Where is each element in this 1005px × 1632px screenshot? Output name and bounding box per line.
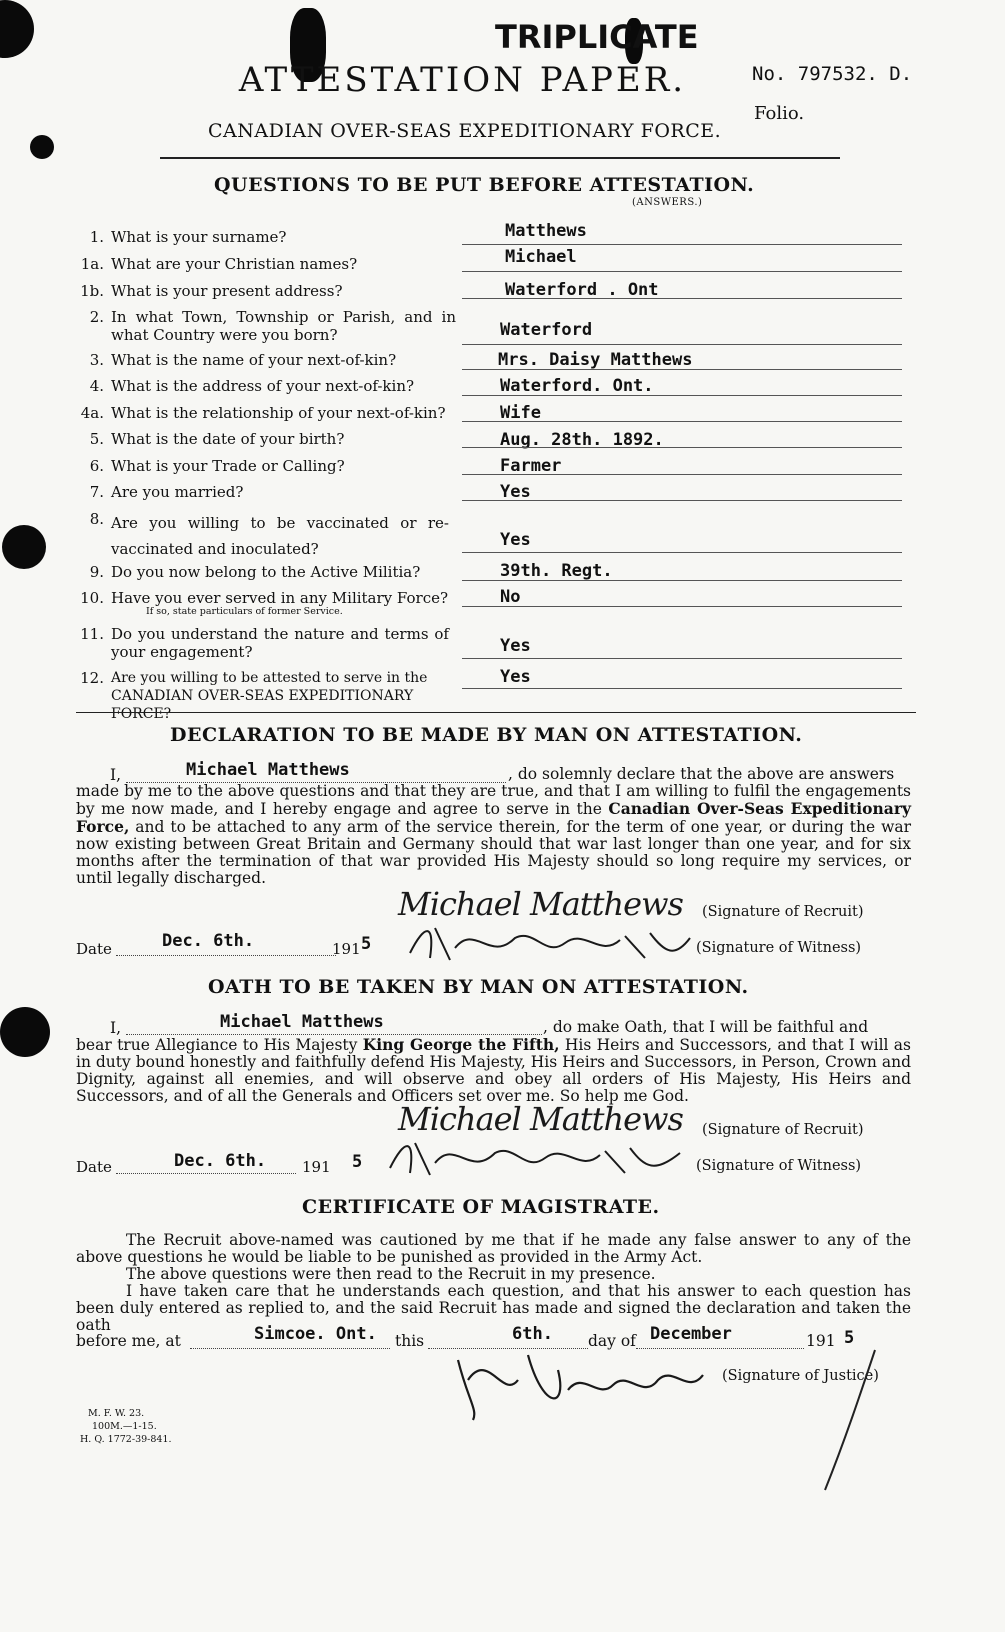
this-label: this [395,1332,425,1350]
fill-line [190,1348,390,1349]
recruit-signature: Michael Matthews [398,885,683,923]
folio-label: Folio. [754,103,805,124]
before-me-label: before me, at [76,1332,181,1350]
questions-heading: QUESTIONS TO BE PUT BEFORE ATTESTATION. [214,174,755,196]
declaration-body: made by me to the above questions and that they are true, and that I am willing to fulfil the engagements by me now made, and I hereby engage and agree to serve in the Canadian Over-Seas Expeditionary Force, and to be attached to any arm of the service therein, for the term of one year, or during the war now existing between Great Britain and Germany should that war last longer than one year, and for six months after the termination of that war provided His Majesty should so long require my services, or until legally discharged. [76,782,911,887]
punch-hole [30,135,54,159]
answer-present-address[interactable]: Waterford . Ont [505,280,659,300]
year-prefix: 191 [332,940,361,958]
question-number: 3. [89,351,104,369]
question-number: 8. [89,510,104,528]
answer-line [462,474,902,475]
form-code: 100M.—1-15. [92,1421,157,1432]
answer-birth-date[interactable]: Aug. 28th. 1892. [500,430,664,450]
answer-relationship[interactable]: Wife [500,403,541,423]
answer-married[interactable]: Yes [500,482,531,502]
answer-line [462,688,902,689]
answer-surname[interactable]: Matthews [505,221,587,241]
question-number: 7. [89,483,104,501]
question-number: 5. [89,430,104,448]
justice-signature-label: (Signature of Justice) [722,1368,879,1384]
answer-line [462,369,902,370]
answer-line [462,271,902,272]
witness-signature-scrawl [385,1133,685,1183]
date-label: Date [76,940,112,958]
oath-date[interactable]: Dec. 6th. [174,1151,267,1171]
answer-line [462,500,902,501]
question-text: Are you willing to be vaccinated or re-vaccinated and inoculated? [111,514,449,558]
question-text: What is the name of your next-of-kin? [111,351,397,369]
answers-label: (ANSWERS.) [632,197,703,208]
question-text: What is the date of your birth? [111,430,345,448]
oath-text-start [543,1019,912,1036]
question-text: Do you understand the nature and terms of your engagement? [111,625,449,661]
answer-trade[interactable]: Farmer [500,456,562,476]
recruit-signature-label: (Signature of Recruit) [702,904,864,920]
oath-year[interactable]: 5 [352,1152,363,1172]
day-of-label: day of [588,1332,636,1350]
question-text: Have you ever served in any Military Force? [111,589,449,607]
answer-line [462,606,902,607]
witness-signature-scrawl [405,918,695,968]
answer-line [462,447,902,448]
year-prefix: 191 [806,1332,836,1350]
form-code: H. Q. 1772-39-841. [80,1434,172,1445]
answer-christian-names[interactable]: Michael [505,247,577,267]
copy-type-label: TRIPLICATE [495,18,699,56]
answer-vaccinated[interactable]: Yes [500,530,531,550]
oath-heading: OATH TO BE TAKEN BY MAN ON ATTESTATION. [208,976,749,998]
certificate-paragraph-1: The Recruit above-named was cautioned by me that if he made any false answer to any of the above questions he would be liable to be punished as provided in the Army Act. [76,1231,911,1266]
certificate-paragraph-3: I have taken care that he understands each question, and that his answer to each question has been duly entered as replied to, and the said Recruit has made and signed the declaration and taken the oath [76,1282,911,1334]
page-title: ATTESTATION PAPER. [238,60,687,100]
witness-signature [385,1133,685,1191]
question-text: Do you now belong to the Active Militia? [111,563,421,581]
punch-hole [2,525,46,569]
question-number: 1. [89,228,104,246]
question-number: 2. [89,308,104,326]
regimental-number: No. 797532. D. [752,63,913,85]
answer-line [462,344,902,345]
punch-hole [0,0,34,58]
punch-hole [0,1007,50,1057]
answer-line [462,658,902,659]
declaration-text: , do solemnly declare that the above are answers [508,765,895,783]
question-text: In what Town, Township or Parish, and in what Country were you born? [111,308,456,344]
answer-next-of-kin-address[interactable]: Waterford. Ont. [500,376,654,396]
answer-line [462,395,902,396]
witness-signature-label: (Signature of Witness) [696,940,862,956]
recruit-signature-label: (Signature of Recruit) [702,1122,864,1138]
year-prefix: 191 [302,1158,331,1176]
divider [160,157,840,159]
question-number: 1a. [80,255,104,273]
answer-military-force[interactable]: No [500,587,521,607]
question-text: What are your Christian names? [111,255,358,273]
declaration-year[interactable]: 5 [361,934,372,954]
question-number: 10. [80,589,104,607]
question-number: 12. [80,669,104,687]
answer-birthplace[interactable]: Waterford [500,320,593,340]
fill-line [116,1173,296,1174]
oath-name[interactable]: Michael Matthews [220,1012,384,1032]
question-text: Are you willing to be attested to serve in the CANADIAN OVER-SEAS EXPEDITIONARY FORCE? [111,670,428,722]
witness-signature [405,918,695,977]
question-number: 1b. [80,282,104,300]
declaration-prefix: I, [110,766,122,784]
question-number: 9. [89,563,104,581]
certificate-month[interactable]: December [650,1324,732,1344]
declaration-name[interactable]: Michael Matthews [186,760,350,780]
question-number: 4a. [80,404,104,422]
divider [76,712,916,713]
answer-line [462,552,902,553]
question-text: Are you married? [111,483,244,501]
question-text: What is the address of your next-of-kin? [111,377,415,395]
question-text: What is your present address? [111,282,343,300]
recruit-signature: Michael Matthews [398,1100,683,1138]
oath-text: , do make Oath, that I will be faithful and [543,1018,869,1036]
answer-line [462,244,902,245]
answer-militia[interactable]: 39th. Regt. [500,561,613,581]
force-name: CANADIAN OVER-SEAS EXPEDITIONARY FORCE. [208,120,722,142]
question-number: 11. [80,625,104,643]
fill-line [116,955,336,956]
answer-line [462,580,902,581]
certificate-day[interactable]: 6th. [512,1324,553,1344]
answer-understand-terms[interactable]: Yes [500,636,531,656]
date-label: Date [76,1158,112,1176]
answer-willing-to-serve[interactable]: Yes [500,667,531,687]
oath-body: bear true Allegiance to His Majesty King George the Fifth, His Heirs and Successors, and that I will as in duty bound honestly and faithfully defend His Majesty, His Heirs and Successors, in Person, Crown and Dignity, against all enemies, and will observe and obey all orders of His Majesty, His Heirs and Successors, and of all the Generals and Officers set over me. So help me God. [76,1035,911,1105]
form-code: M. F. W. 23. [88,1408,145,1419]
question-number: 6. [89,457,104,475]
question-text: What is your Trade or Calling? [111,457,345,475]
answer-line [462,298,902,299]
justice-signature [448,1340,708,1438]
declaration-heading: DECLARATION TO BE MADE BY MAN ON ATTESTATION. [170,724,803,746]
certificate-year[interactable]: 5 [844,1328,855,1348]
answer-next-of-kin[interactable]: Mrs. Daisy Matthews [498,350,693,370]
certificate-paragraph-2: The above questions were then read to the Recruit in my presence. [126,1265,656,1283]
pen-stroke-mark [820,1345,880,1495]
question-text: What is your surname? [111,228,287,246]
question-number: 4. [89,377,104,395]
witness-signature-label: (Signature of Witness) [696,1158,862,1174]
declaration-date[interactable]: Dec. 6th. [162,931,255,951]
justice-signature-scrawl [448,1340,708,1430]
answer-line [462,421,902,422]
oath-prefix: I, [110,1019,122,1037]
pen-stroke [820,1345,880,1499]
question-text: What is the relationship of your next-of-kin? [111,404,446,422]
declaration-text-start [508,766,912,783]
certificate-heading: CERTIFICATE OF MAGISTRATE. [302,1196,660,1218]
certificate-place[interactable]: Simcoe. Ont. [254,1324,377,1344]
question-note: If so, state particulars of former Service. [146,606,343,617]
